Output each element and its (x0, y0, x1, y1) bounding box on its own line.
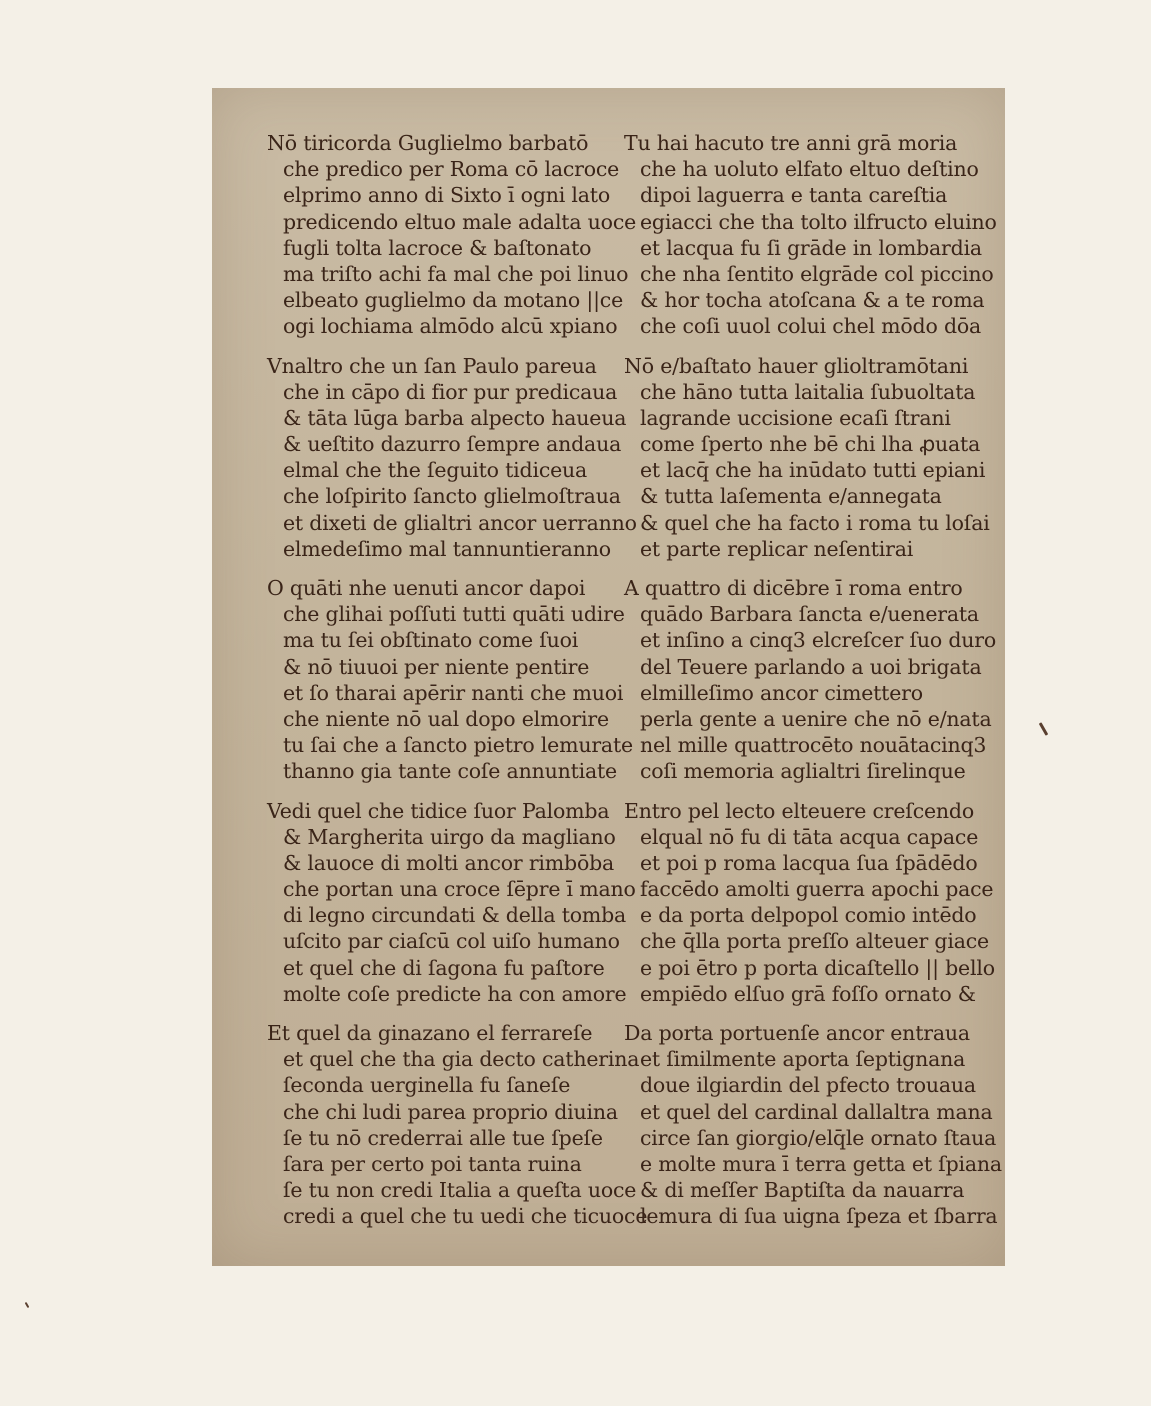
verse-line: del Teuere parlando a uoi brigata (640, 654, 982, 679)
verse-line: ſe tu non credi Italia a queſta uoce (283, 1178, 637, 1203)
verse-line: et ſo tharai apērir nanti che muoi (283, 680, 624, 705)
verse-line: nel mille quattrocēto nouātacinq3 (640, 733, 987, 758)
verse-line: che niente nō ual dopo elmorire (283, 706, 609, 731)
verse-line: elmedeſimo mal tannuntieranno (283, 536, 611, 561)
right-column (624, 130, 1002, 1243)
verse-line: faccēdo amolti guerra apochi pace (640, 877, 994, 902)
verse-line: fugli tolta lacroce & baſtonato (283, 235, 592, 260)
verse-line: et poi p roma lacqua ſua ſpādēdo (640, 850, 978, 875)
verse-line: e poi ētro p porta dicaſtello || bello (640, 955, 995, 980)
stanza-first-line: Entro pel lecto elteuere creſcendo (624, 798, 974, 823)
verse-line: di legno circundati & della tomba (283, 903, 627, 928)
verse-line: empiēdo elſuo grā foſſo ornato & (640, 981, 976, 1006)
verse-line: predicendo eltuo male adalta uoce (283, 209, 637, 234)
verse-line: elmilleſimo ancor cimettero (640, 680, 923, 705)
verse-line: et parte replicar neſentirai (640, 536, 914, 561)
verse-line: lagrande uccisione ecaſi ſtrani (640, 405, 951, 430)
verse-line: che q̄lla porta preſſo alteuer giace (640, 929, 989, 954)
verse-line: & di meſſer Baptiſta da nauarra (640, 1178, 965, 1203)
verse-line: & hor tocha atoſcana & a te roma (640, 288, 985, 313)
stanza-first-line: O quāti nhe uenuti ancor dapoi (267, 576, 586, 600)
verse-line: ſeconda uerginella fu ſaneſe (283, 1073, 571, 1098)
printed-page (212, 88, 1005, 1266)
verse-line: molte coſe predicte ha con amore (283, 981, 627, 1006)
verse-line: e molte mura ī terra getta et ſpiana (640, 1151, 1002, 1176)
verse-line: perla gente a uenire che nō e/nata (640, 706, 992, 731)
verse-line: ogi lochiama almōdo alcū xpiano (283, 314, 618, 339)
verse-line: coſi memoria aglialtri ſirelinque (640, 759, 966, 784)
verse-line: et ſimilmente aporta ſeptignana (640, 1047, 966, 1072)
verse-line: & nō tiuuoi per niente pentire (283, 654, 590, 679)
verse-line: ma tu ſei obſtinato come ſuoi (283, 628, 579, 653)
verse-line: che predico per Roma cō lacroce (283, 157, 620, 182)
verse-line: doue ilgiardin del pfecto trouaua (640, 1073, 976, 1098)
stanza-first-line: Da porta portuenſe ancor entraua (624, 1021, 970, 1045)
verse-line: et quel del cardinal dallaltra mana (640, 1099, 993, 1124)
stanza (624, 130, 997, 340)
verse-line: et quel che tha gia decto catherina (283, 1047, 640, 1072)
verse-line: uſcito par ciaſcū col uiſo humano (283, 929, 620, 954)
verse-line: e da porta delpopol comio intēdo (640, 903, 977, 928)
stanza (624, 798, 994, 1008)
verse-line: thanno gia tante coſe annuntiate (283, 759, 617, 784)
margin-mark (25, 1302, 30, 1308)
verse-line: ſara per certo poi tanta ruina (283, 1151, 582, 1176)
verse-line: che in cāpo di fior pur predicaua (283, 379, 618, 404)
verse-line: come ſperto nhe bē chi lha ꝓuata (640, 432, 981, 457)
stanza-first-line: Tu hai hacuto tre anni grā moria (624, 131, 958, 155)
stanza (267, 575, 637, 785)
verse-line: et lacqua fu ſi grāde in lombardia (640, 235, 982, 260)
verse-line: et quel che di ſagona fu paſtore (283, 955, 605, 980)
verse-line: quādo Barbara ſancta e/uenerata (640, 602, 979, 627)
verse-line: et lacq̄ che ha inūdato tutti epiani (640, 458, 986, 483)
verse-line: credi a quel che tu uedi che ticuoce (283, 1204, 648, 1229)
verse-line: che glihai poſſuti tutti quāti udire (283, 602, 625, 627)
verse-line: elqual nō fu di tāta acqua capace (640, 824, 979, 849)
stanza (267, 353, 637, 563)
verse-line: che portan una croce ſēpre ī mano (283, 877, 636, 902)
verse-line: et inſino a cinq3 elcreſcer ſuo duro (640, 628, 997, 653)
stanza-first-line: Vnaltro che un ſan Paulo pareua (267, 353, 597, 378)
verse-line: lemura di ſua uigna ſpeza et ſbarra (640, 1204, 998, 1229)
verse-line: elprimo anno di Sixto ī ogni lato (283, 183, 610, 208)
stanza (624, 575, 997, 785)
verse-line: che loſpirito ſancto glielmoſtraua (283, 484, 621, 509)
stanza (267, 798, 637, 1008)
margin-mark (1039, 722, 1049, 736)
stanza-first-line: A quattro di dicēbre ī roma entro (624, 576, 963, 600)
verse-line: & quel che ha facto i roma tu loſai (640, 510, 990, 535)
verse-line: & Margherita uirgo da magliano (283, 824, 616, 849)
stanza (624, 1020, 1002, 1230)
verse-line: et dixeti de glialtri ancor uerranno (283, 510, 637, 535)
verse-line: elbeato guglielmo da motano ||ce (283, 288, 623, 313)
verse-line: & lauoce di molti ancor rimbōba (283, 850, 615, 875)
verse-line: che nha ſentito elgrāde col piccino (640, 261, 994, 286)
verse-line: che hāno tutta laitalia ſubuoltata (640, 379, 976, 404)
verse-line: che ha uoluto elfato eltuo deſtino (640, 157, 979, 182)
verse-line: & ueſtito dazurro ſempre andaua (283, 432, 622, 457)
verse-line: ſe tu nō crederrai alle tue ſpeſe (283, 1125, 603, 1150)
verse-line: tu ſai che a ſancto pietro lemurate (283, 733, 633, 758)
left-column (267, 130, 648, 1243)
verse-line: & tutta laſementa e/annegata (640, 484, 942, 509)
verse-line: elmal che the ſeguito tidiceua (283, 458, 588, 483)
stanza-first-line: Vedi quel che tidice ſuor Palomba (267, 798, 610, 823)
stanza-first-line: Et quel da ginazano el ferrareſe (267, 1021, 593, 1045)
stanza-first-line: Nō tiricorda Guglielmo barbatō (267, 131, 589, 155)
stanza-first-line: Nō e/baſtato hauer glioltramōtani (624, 353, 969, 378)
verse-line: dipoi laguerra e tanta careſtia (640, 183, 948, 208)
verse-line: che chi ludi parea proprio diuina (283, 1099, 618, 1124)
stanza (624, 353, 994, 563)
stanza (267, 1020, 648, 1230)
verse-line: egiacci che tha tolto ilfructo eluino (640, 209, 997, 234)
verse-line: che coſi uuol colui chel mōdo dōa (640, 314, 982, 339)
stanza (267, 130, 637, 340)
verse-line: ma triſto achi fa mal che poi linuo (283, 261, 629, 286)
verse-line: circe ſan giorgio/elq̄le ornato ſtaua (640, 1125, 997, 1150)
verse-line: & tāta lūga barba alpecto haueua (283, 405, 627, 430)
